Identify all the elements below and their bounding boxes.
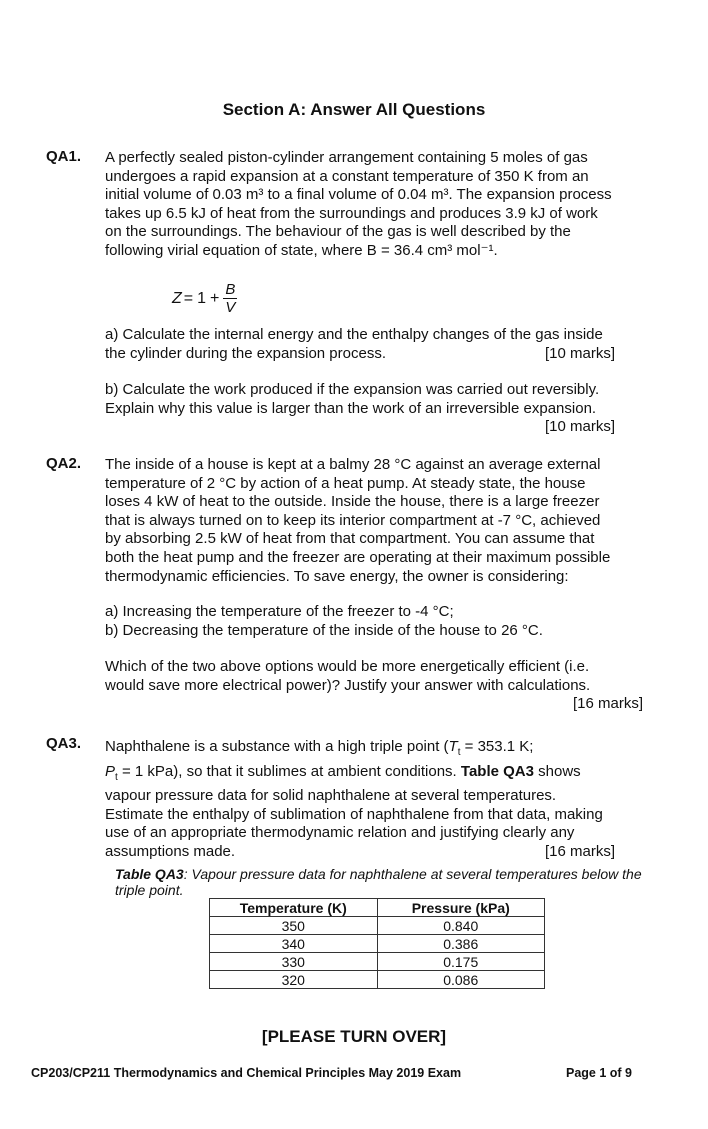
- vapour-pressure-table: [209, 898, 545, 989]
- table-caption-text: : Vapour pressure data for naphthalene at several temperatures below the triple point.: [115, 866, 642, 898]
- qa3-line: use of an appropriate thermodynamic relation and justifying clearly any: [105, 824, 575, 842]
- qa2-intro-line: The inside of a house is kept at a balmy 28 °C against an average external: [105, 456, 601, 473]
- table-cell: 0.086: [377, 971, 545, 989]
- formula-numerator: B: [225, 281, 236, 298]
- footer-page-number: Page 1 of 9: [566, 1066, 632, 1080]
- qa1-part-a-line: [105, 345, 615, 364]
- qa3-marks: [16 marks]: [544, 842, 615, 860]
- qa3-text: [105, 738, 655, 862]
- table-caption: [115, 866, 655, 898]
- footer-course-title: CP203/CP211 Thermodynamics and Chemical Principles May 2019 Exam: [31, 1066, 462, 1080]
- qa1-intro: [105, 149, 655, 261]
- table-row: [210, 953, 545, 971]
- qa1-part-a-text: the cylinder during the expansion process.: [105, 344, 387, 362]
- qa2-question-line: would save more electrical power)? Justify your answer with calculations.: [105, 676, 591, 694]
- table-cell: 0.175: [377, 953, 545, 971]
- qa1-intro-line: A perfectly sealed piston-cylinder arrangement containing 5 moles of gas: [105, 149, 588, 166]
- qa1-part-a: [105, 326, 655, 363]
- formula-fraction: [223, 281, 237, 316]
- qa2-intro-line: loses 4 kW of heat to the outside. Inside the house, there is a large freezer: [105, 493, 600, 511]
- virial-equation: [172, 281, 237, 316]
- table-cell: 0.840: [377, 917, 545, 935]
- column-header-pressure: Pressure (kPa): [377, 899, 545, 917]
- qa1-part-a-marks: [10 marks]: [544, 344, 615, 362]
- qa1-part-b-line: b) Calculate the work produced if the expansion was carried out reversibly.: [105, 381, 600, 398]
- formula-plus: +: [210, 289, 220, 307]
- qa3-line: [105, 843, 615, 862]
- qa2-option-a: a) Increasing the temperature of the freezer to -4 °C;: [105, 603, 454, 620]
- qa3-line: [105, 738, 655, 763]
- formula-denominator: V: [225, 299, 236, 316]
- table-cell: 340: [210, 935, 378, 953]
- table-cell: 350: [210, 917, 378, 935]
- qa1-intro-line: following virial equation of state, where B = 36.4 cm³ mol⁻¹.: [105, 241, 498, 259]
- qa1-part-a-line: a) Calculate the internal energy and the enthalpy changes of the gas inside: [105, 326, 603, 343]
- qa2-question-line: Which of the two above options would be more energetically efficient (i.e.: [105, 658, 590, 675]
- question-number-qa3: QA3.: [46, 735, 82, 752]
- qa1-part-b: [105, 381, 655, 437]
- table-header-row: [210, 899, 545, 917]
- qa2-intro: [105, 456, 655, 586]
- qa2-intro-line: both the heat pump and the freezer are operating at their maximum possible: [105, 548, 611, 566]
- formula-one: 1: [197, 289, 207, 307]
- qa2-options: [105, 603, 655, 640]
- qa1-part-b-line: Explain why this value is larger than the work of an irreversible expansion.: [105, 399, 597, 417]
- qa2-intro-line: by absorbing 2.5 kW of heat from that compartment. You can assume that: [105, 530, 595, 548]
- qa3-line2-mid: = 1 kPa), so that it sublimes at ambient conditions.: [117, 762, 461, 780]
- qa3-line2-end: shows: [533, 762, 581, 780]
- qa1-intro-line: undergoes a rapid expansion at a constant temperature of 350 K from an: [105, 167, 589, 185]
- qa3-line: Estimate the enthalpy of sublimation of naphthalene from that data, making: [105, 805, 603, 823]
- table-row: [210, 935, 545, 953]
- question-number-qa1: QA1.: [46, 148, 82, 165]
- triple-pressure-symbol: P: [105, 762, 116, 780]
- question-number-qa2: QA2.: [46, 455, 82, 472]
- qa1-intro-line: on the surroundings. The behaviour of the gas is well described by the: [105, 223, 571, 241]
- table-cell: 330: [210, 953, 378, 971]
- qa3-line: [105, 763, 655, 788]
- formula-z: Z: [172, 289, 182, 307]
- qa2-question: [105, 658, 655, 714]
- triple-temperature-subscript: t: [457, 747, 461, 758]
- triple-temperature-symbol: T: [448, 738, 458, 755]
- qa3-line: vapour pressure data for solid naphthalene at several temperatures.: [105, 787, 557, 805]
- qa3-line1-pre: Naphthalene is a substance with a high triple point (: [105, 738, 449, 755]
- table-caption-label: Table QA3: [115, 866, 184, 882]
- qa3-line1-post: = 353.1 K;: [460, 738, 534, 755]
- table-cell: 320: [210, 971, 378, 989]
- qa2-intro-line: thermodynamic efficiencies. To save energy, the owner is considering:: [105, 567, 569, 585]
- qa2-option-b: b) Decreasing the temperature of the inside of the house to 26 °C.: [105, 621, 543, 639]
- qa3-last-line: assumptions made.: [105, 842, 236, 860]
- formula-equals: =: [183, 289, 194, 307]
- column-header-temperature: Temperature (K): [210, 899, 378, 917]
- table-row: [210, 971, 545, 989]
- triple-pressure-subscript: t: [115, 771, 118, 783]
- qa2-intro-line: that is always turned on to keep its interior compartment at -7 °C, achieved: [105, 511, 601, 529]
- turn-over-notice: [PLEASE TURN OVER]: [261, 1027, 447, 1046]
- section-title: Section A: Answer All Questions: [222, 100, 486, 119]
- qa2-intro-line: temperature of 2 °C by action of a heat pump. At steady state, the house: [105, 474, 586, 492]
- qa1-intro-line: takes up 6.5 kJ of heat from the surroundings and produces 3.9 kJ of work: [105, 204, 598, 222]
- qa2-marks: [16 marks]: [572, 695, 643, 713]
- qa1-intro-line: initial volume of 0.03 m³ to a final volume of 0.04 m³. The expansion process: [105, 186, 612, 204]
- table-reference: Table QA3: [460, 762, 534, 780]
- qa1-part-b-marks: [10 marks]: [544, 418, 615, 436]
- table-row: [210, 917, 545, 935]
- table-cell: 0.386: [377, 935, 545, 953]
